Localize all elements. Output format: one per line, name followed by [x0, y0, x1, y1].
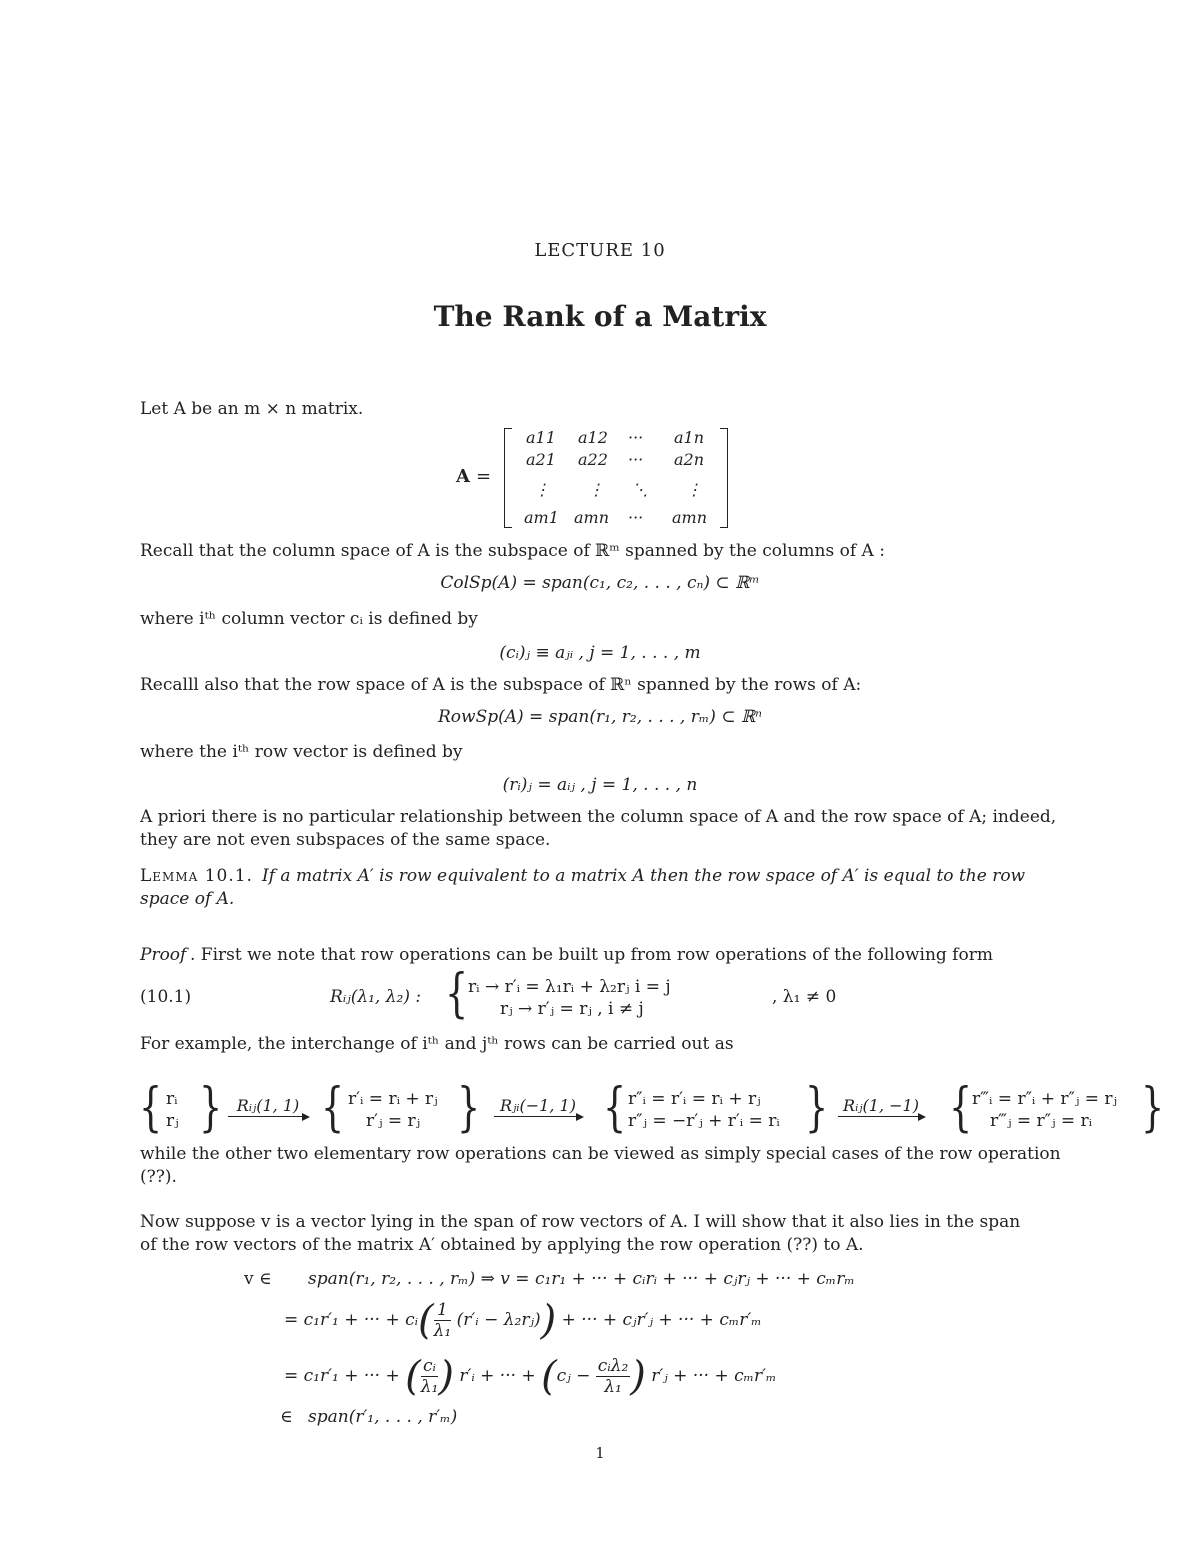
fraction-denominator: λ₁ — [604, 1377, 622, 1397]
fraction-denominator: λ₁ — [420, 1377, 439, 1397]
right-brace: } — [198, 1078, 223, 1138]
derivation-3-part-b: r′ᵢ + ··· + — [459, 1366, 536, 1386]
derivation-4-right: span(r′₁, . . . , r′ₘ) — [308, 1407, 458, 1427]
vector-1-top: rᵢ — [166, 1089, 178, 1109]
matrix-cell: ⋱ — [632, 480, 648, 499]
left-brace: { — [948, 1078, 973, 1138]
matrix-cell: a21 — [526, 450, 556, 469]
equation-case-1: rᵢ → r′ᵢ = λ₁rᵢ + λ₂rⱼ i = j — [468, 977, 671, 997]
proof-label: Proof — [140, 945, 187, 965]
matrix-cell: ··· — [628, 450, 644, 469]
colspace-where: where iᵗʰ column vector cᵢ is defined by — [140, 609, 478, 629]
close-paren: ) — [540, 1297, 557, 1344]
lemma-line-2: space of A. — [140, 889, 235, 909]
matrix-cell: amn — [574, 508, 610, 527]
vector-2-top: r′ᵢ = rᵢ + rⱼ — [348, 1089, 438, 1109]
matrix-cell: a11 — [526, 428, 556, 447]
lemma-line-1: If a matrix A′ is row equivalent to a matrix A then the row space of A′ is equal to the row — [262, 866, 1026, 886]
fraction-denominator: λ₁ — [433, 1321, 452, 1341]
matrix-cell: ⋮ — [686, 480, 702, 499]
matrix-cell: a2n — [674, 450, 705, 469]
open-paren: ( — [418, 1297, 434, 1344]
matrix-cell: am1 — [524, 508, 559, 527]
vector-4-bottom: r‴ⱼ = r″ⱼ = rᵢ — [990, 1111, 1093, 1131]
rowspace-equation: RowSp(A) = span(r₁, r₂, . . . , rₘ) ⊂ ℝⁿ — [437, 707, 762, 727]
arrow-op-3: Rᵢⱼ(1, −1) — [838, 1096, 924, 1117]
open-paren: ( — [405, 1353, 421, 1400]
equation-case-2: rⱼ → r′ⱼ = rⱼ , i ≠ j — [500, 999, 644, 1019]
equation-lhs: Rᵢⱼ(λ₁, λ₂) : — [330, 987, 422, 1007]
colspace-text: Recall that the column space of A is the subspace of ℝᵐ spanned by the columns of A : — [140, 541, 885, 561]
vector-4-top: r‴ᵢ = r″ᵢ + r″ⱼ = rⱼ — [972, 1089, 1118, 1109]
derivation-2 — [284, 1296, 762, 1345]
matrix-cell: amn — [672, 508, 708, 527]
vector-2-bottom: r′ⱼ = rⱼ — [366, 1111, 421, 1131]
derivation-2-part-c: + ··· + cⱼr′ⱼ + ··· + cₘr′ₘ — [561, 1310, 762, 1330]
right-brace: } — [456, 1078, 481, 1138]
derivation-3 — [284, 1352, 776, 1401]
vector-1-bottom: rⱼ — [166, 1111, 179, 1131]
proof-text: . First we note that row operations can be built up from row operations of the following form — [190, 945, 993, 965]
lecture-label: LECTURE 10 — [534, 240, 666, 261]
matrix-cell: ⋮ — [588, 480, 604, 499]
equals-sign: = — [476, 466, 492, 487]
example-text: For example, the interchange of iᵗʰ and jᵗʰ rows can be carried out as — [140, 1034, 734, 1054]
matrix-cell: ··· — [628, 508, 644, 527]
matrix-cell: ··· — [628, 428, 644, 447]
left-brace: { — [444, 964, 469, 1024]
matrix-cell: a12 — [578, 428, 608, 447]
left-brace: { — [602, 1078, 627, 1138]
left-bracket — [504, 428, 512, 528]
fraction — [434, 1300, 452, 1341]
equation-number: (10.1) — [140, 987, 192, 1007]
apriori-line-2: they are not even subspaces of the same space. — [140, 830, 551, 850]
close-paren: ) — [438, 1353, 454, 1400]
matrix-cell: a1n — [674, 428, 705, 447]
colspace-definition: (cᵢ)ⱼ ≡ aⱼᵢ , j = 1, . . . , m — [499, 643, 701, 663]
arrow-op-1: Rᵢⱼ(1, 1) — [228, 1096, 308, 1117]
fraction-numerator: 1 — [434, 1300, 452, 1321]
left-brace: { — [138, 1078, 163, 1138]
derivation-1-right: span(r₁, r₂, . . . , rₘ) ⇒ v = c₁r₁ + ··· + cᵢrᵢ + ··· + cⱼrⱼ + ··· + cₘrₘ — [308, 1269, 855, 1289]
fraction-numerator: cᵢ — [421, 1356, 439, 1377]
colspace-equation: ColSp(A) = span(c₁, c₂, . . . , cₙ) ⊂ ℝᵐ — [440, 573, 760, 593]
suppose-line-2: of the row vectors of the matrix A′ obtained by applying the row operation (??) to A. — [140, 1235, 864, 1255]
suppose-line-1: Now suppose v is a vector lying in the span of row vectors of A. I will show that it also lies in the span — [140, 1212, 1021, 1232]
equation-condition: , λ₁ ≠ 0 — [772, 987, 837, 1007]
intro-text: Let A be an m × n matrix. — [140, 399, 364, 419]
derivation-3-part-c: cⱼ − — [556, 1366, 591, 1386]
rowspace-text: Recalll also that the row space of A is the subspace of ℝⁿ spanned by the rows of A: — [140, 675, 862, 695]
rowspace-where: where the iᵗʰ row vector is defined by — [140, 742, 463, 762]
matrix-a — [504, 428, 728, 528]
special-line-2: (??). — [140, 1167, 177, 1187]
derivation-2-part-a: = c₁r′₁ + ··· + cᵢ — [284, 1310, 419, 1330]
page-number: 1 — [595, 1444, 605, 1462]
right-brace: } — [804, 1078, 829, 1138]
special-line-1: while the other two elementary row operations can be viewed as simply special cases of the row operation — [140, 1144, 1061, 1164]
vector-3-bottom: r″ⱼ = −r′ⱼ + r′ᵢ = rᵢ — [628, 1111, 780, 1131]
open-paren: ( — [541, 1353, 557, 1400]
lemma-label: Lemma 10.1. — [140, 866, 253, 886]
derivation-3-part-d: r′ⱼ + ··· + cₘr′ₘ — [651, 1366, 777, 1386]
matrix-cell: ⋮ — [534, 480, 550, 499]
page-title: The Rank of a Matrix — [433, 300, 767, 333]
vector-3-top: r″ᵢ = r′ᵢ = rᵢ + rⱼ — [628, 1089, 761, 1109]
derivation-4-left: ∈ — [280, 1407, 293, 1427]
derivation-2-part-b: (r′ᵢ − λ₂rⱼ) — [456, 1310, 541, 1330]
rowspace-definition: (rᵢ)ⱼ = aᵢⱼ , j = 1, . . . , n — [502, 775, 698, 795]
left-brace: { — [320, 1078, 345, 1138]
fraction-numerator: cᵢλ₂ — [597, 1356, 629, 1376]
fraction — [596, 1356, 631, 1397]
matrix-cell: a22 — [578, 450, 608, 469]
right-brace: } — [1140, 1078, 1165, 1138]
close-paren: ) — [630, 1353, 646, 1400]
fraction — [421, 1356, 439, 1397]
apriori-line-1: A priori there is no particular relationship between the column space of A and the row space of A; indeed, — [140, 807, 1057, 827]
derivation-1-left: v ∈ — [244, 1269, 272, 1289]
right-bracket — [720, 428, 728, 528]
derivation-3-part-a: = c₁r′₁ + ··· + — [284, 1366, 400, 1386]
arrow-op-2: Rⱼᵢ(−1, 1) — [494, 1096, 582, 1117]
matrix-label: A — [456, 466, 470, 487]
